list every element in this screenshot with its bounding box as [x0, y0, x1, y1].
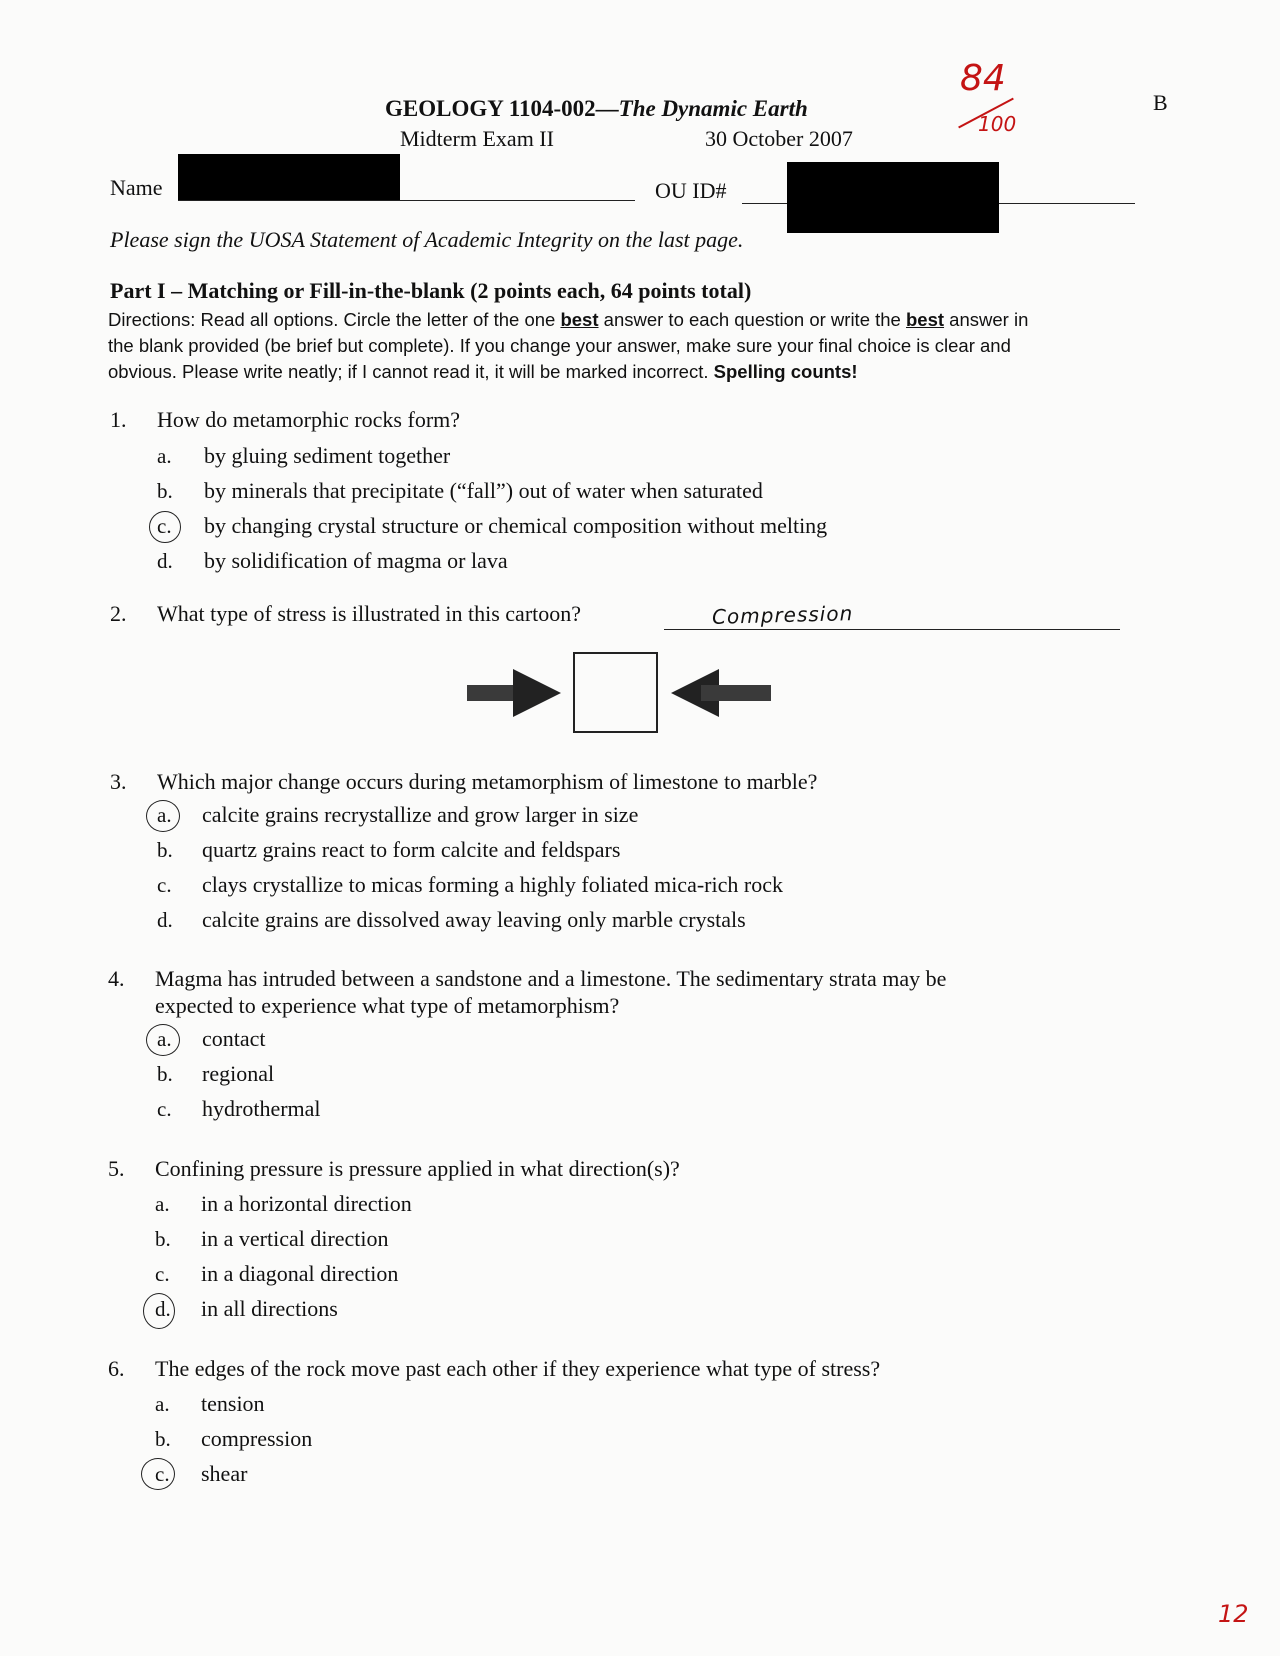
- q4-option-a-letter[interactable]: a.: [157, 1027, 172, 1051]
- q3-number: 3.: [110, 769, 127, 794]
- q3-option-a-letter[interactable]: a.: [157, 803, 172, 827]
- q1-option-b-text: by minerals that precipitate (“fall”) out of water when saturated: [204, 478, 763, 503]
- exam-date: 30 October 2007: [705, 126, 853, 151]
- q1-text: How do metamorphic rocks form?: [157, 407, 461, 432]
- q3-option-b-letter[interactable]: b.: [157, 838, 173, 862]
- q6-number: 6.: [108, 1356, 125, 1381]
- exam-name: Midterm Exam II: [400, 126, 554, 151]
- q1-number: 1.: [110, 407, 127, 432]
- q5-number: 5.: [108, 1156, 125, 1181]
- q5-option-a-letter[interactable]: a.: [155, 1192, 170, 1216]
- q2-text: What type of stress is illustrated in this cartoon?: [157, 601, 582, 626]
- q1-option-c-text: by changing crystal structure or chemical composition without melting: [204, 513, 828, 538]
- q6-option-c-text: shear: [201, 1461, 248, 1486]
- q1-option-b-letter[interactable]: b.: [157, 479, 173, 503]
- score-numerator: 84: [960, 58, 1006, 99]
- q5-text: Confining pressure is pressure applied in what direction(s)?: [155, 1156, 680, 1181]
- q4-text: Magma has intruded between a sandstone and a limestone. The sedimentary strata may be: [155, 966, 947, 991]
- q3-option-b-text: quartz grains react to form calcite and feldspars: [202, 837, 621, 862]
- right-arrow-shaft: [701, 685, 771, 701]
- q3-option-c-letter[interactable]: c.: [157, 873, 172, 897]
- q1-option-a-letter[interactable]: a.: [157, 444, 172, 468]
- q4-option-b-text: regional: [202, 1061, 275, 1086]
- q4-option-b-letter[interactable]: b.: [157, 1062, 173, 1086]
- q1-option-a-text: by gluing sediment together: [204, 443, 451, 468]
- q5-option-c-letter[interactable]: c.: [155, 1262, 170, 1286]
- q6-option-a-text: tension: [201, 1391, 265, 1416]
- q5-option-b-letter[interactable]: b.: [155, 1227, 171, 1251]
- q1-option-d-letter[interactable]: d.: [157, 549, 173, 573]
- id-redaction: [787, 162, 999, 233]
- exam-version: B: [1153, 90, 1168, 115]
- directions-line-3: obvious. Please write neatly; if I cannot read it, it will be marked incorrect. Spelling counts!: [108, 361, 858, 382]
- id-label: OU ID#: [655, 178, 727, 203]
- q6-text: The edges of the rock move past each other if they experience what type of stress?: [155, 1356, 881, 1381]
- name-redaction: [178, 154, 400, 200]
- q5-option-d-letter[interactable]: d.: [155, 1297, 171, 1321]
- q6-option-b-text: compression: [201, 1426, 313, 1451]
- q5-option-d-text: in all directions: [201, 1296, 338, 1321]
- q3-text: Which major change occurs during metamorphism of limestone to marble?: [157, 769, 818, 794]
- rock-block: [574, 653, 657, 732]
- integrity-notice: Please sign the UOSA Statement of Academic Integrity on the last page.: [110, 227, 744, 252]
- q4-number: 4.: [108, 966, 125, 991]
- directions-line-1: Directions: Read all options. Circle the letter of the one best answer to each question or write the best answer in: [108, 309, 1029, 330]
- page-score: 12: [1218, 1600, 1249, 1628]
- q2-number: 2.: [110, 601, 127, 626]
- q6-option-a-letter[interactable]: a.: [155, 1392, 170, 1416]
- q3-option-a-text: calcite grains recrystallize and grow larger in size: [202, 802, 639, 827]
- name-line: [178, 200, 635, 201]
- course-code: GEOLOGY 1104-002—: [385, 96, 619, 121]
- q4-option-a-text: contact: [202, 1026, 266, 1051]
- q1-option-d-text: by solidification of magma or lava: [204, 548, 508, 573]
- course-name: The Dynamic Earth: [618, 96, 808, 121]
- q5-option-a-text: in a horizontal direction: [201, 1191, 412, 1216]
- q6-option-c-letter[interactable]: c.: [155, 1462, 170, 1486]
- left-arrow-head: [513, 669, 561, 717]
- q3-option-d-letter[interactable]: d.: [157, 908, 173, 932]
- exam-course-title: [385, 96, 808, 122]
- q3-option-c-text: clays crystallize to micas forming a highly foliated mica-rich rock: [202, 872, 783, 897]
- q4-option-c-text: hydrothermal: [202, 1096, 321, 1121]
- q6-option-b-letter[interactable]: b.: [155, 1427, 171, 1451]
- directions-line-2: the blank provided (be brief but complete). If you change your answer, make sure your final choice is clear and: [108, 335, 1011, 356]
- stress-cartoon: [465, 645, 775, 740]
- q5-option-c-text: in a diagonal direction: [201, 1261, 399, 1286]
- part-heading: Part I – Matching or Fill-in-the-blank (2 points each, 64 points total): [110, 278, 752, 303]
- q2-answer-line: [664, 629, 1120, 630]
- q2-handwritten-answer: Compression: [711, 601, 854, 629]
- name-label: Name: [110, 175, 163, 200]
- q4-option-c-letter[interactable]: c.: [157, 1097, 172, 1121]
- q1-option-c-letter[interactable]: c.: [157, 514, 172, 538]
- q3-option-d-text: calcite grains are dissolved away leaving only marble crystals: [202, 907, 746, 932]
- q5-option-b-text: in a vertical direction: [201, 1226, 389, 1251]
- score-denominator: 100: [978, 112, 1017, 136]
- q4-text-line-2: expected to experience what type of metamorphism?: [155, 993, 620, 1018]
